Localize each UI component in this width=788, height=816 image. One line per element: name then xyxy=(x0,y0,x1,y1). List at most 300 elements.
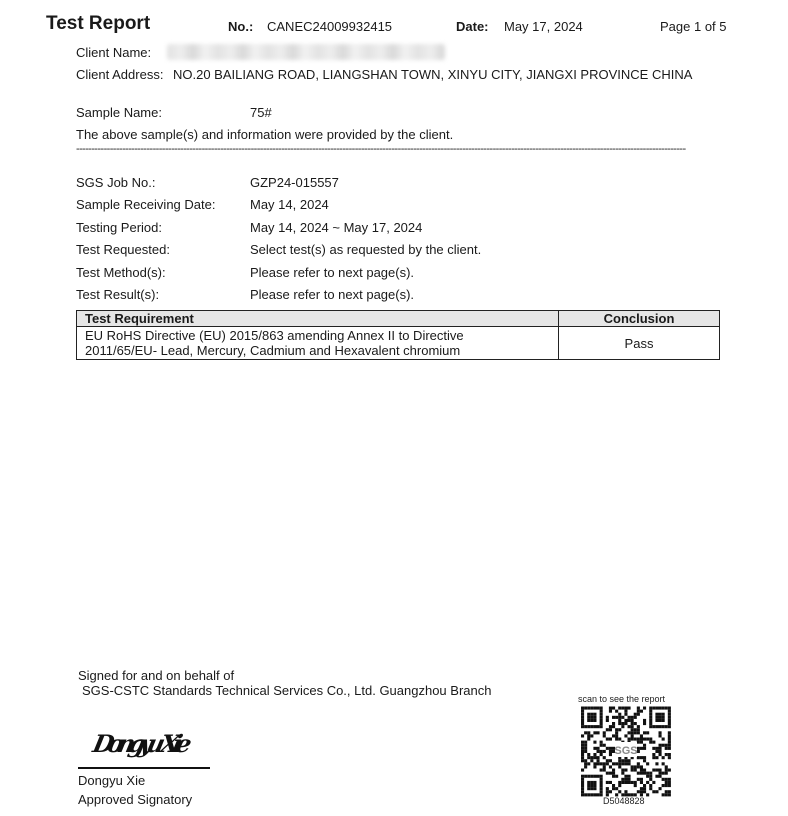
qr-module xyxy=(597,775,600,778)
qr-module xyxy=(624,722,627,725)
qr-module xyxy=(600,753,603,756)
qr-module xyxy=(631,725,634,728)
qr-module xyxy=(618,738,621,741)
qr-module xyxy=(624,781,627,784)
qr-module xyxy=(615,710,618,713)
qr-module xyxy=(652,747,655,750)
qr-module xyxy=(643,759,646,762)
qr-module xyxy=(646,793,649,796)
qr-module xyxy=(615,731,618,734)
qr-module xyxy=(662,725,665,728)
qr-module xyxy=(624,734,627,737)
qr-module xyxy=(646,738,649,741)
qr-module xyxy=(600,716,603,719)
client-address: NO.20 BAILIANG ROAD, LIANGSHAN TOWN, XINYU CITY, JIANGXI PROVINCE CHINA xyxy=(173,67,693,82)
qr-module xyxy=(643,738,646,741)
qr-module xyxy=(640,734,643,737)
qr-module xyxy=(581,790,584,793)
qr-module xyxy=(668,713,671,716)
qr-module xyxy=(609,707,612,710)
client-name-redacted xyxy=(167,44,445,60)
qr-module xyxy=(600,713,603,716)
qr-module xyxy=(612,716,615,719)
qr-module xyxy=(649,775,652,778)
qr-module xyxy=(659,719,662,722)
qr-module xyxy=(621,716,624,719)
requirement-line: 2011/65/EU- Lead, Mercury, Cadmium and Hexavalent chromium xyxy=(85,343,461,358)
qr-module xyxy=(590,716,593,719)
page-indicator: Page 1 of 5 xyxy=(660,19,727,34)
qr-module xyxy=(637,713,640,716)
qr-module xyxy=(603,769,606,772)
qr-module xyxy=(609,759,612,762)
qr-module xyxy=(655,775,658,778)
qr-module xyxy=(634,765,637,768)
qr-code-icon[interactable] xyxy=(580,706,672,796)
requirement-cell xyxy=(77,327,559,360)
qr-module xyxy=(649,719,652,722)
qr-module xyxy=(590,713,593,716)
qr-module xyxy=(631,731,634,734)
qr-module xyxy=(600,775,603,778)
qr-module xyxy=(609,790,612,793)
qr-module xyxy=(621,759,624,762)
qr-module xyxy=(643,744,646,747)
qr-module xyxy=(587,787,590,790)
qr-module xyxy=(646,772,649,775)
client-address-label: Client Address: xyxy=(76,67,164,82)
qr-module xyxy=(587,793,590,796)
qr-module xyxy=(618,784,621,787)
qr-module xyxy=(649,784,652,787)
qr-module xyxy=(621,772,624,775)
qr-module xyxy=(637,738,640,741)
qr-module xyxy=(593,762,596,765)
qr-module xyxy=(584,765,587,768)
qr-module xyxy=(668,722,671,725)
qr-module xyxy=(581,787,584,790)
qr-module xyxy=(643,790,646,793)
qr-module xyxy=(652,741,655,744)
qr-module xyxy=(652,756,655,759)
qr-module xyxy=(649,707,652,710)
qr-module xyxy=(637,710,640,713)
qr-module xyxy=(643,784,646,787)
qr-module xyxy=(593,731,596,734)
job-number-label: SGS Job No.: xyxy=(76,175,156,190)
qr-module xyxy=(597,725,600,728)
qr-module xyxy=(659,713,662,716)
qr-module xyxy=(581,747,584,750)
qr-module xyxy=(643,731,646,734)
qr-module xyxy=(600,710,603,713)
qr-module xyxy=(652,725,655,728)
qr-module xyxy=(593,781,596,784)
qr-module xyxy=(618,713,621,716)
qr-module xyxy=(640,778,643,781)
qr-module xyxy=(609,728,612,731)
qr-module xyxy=(668,753,671,756)
column-header-requirement: Test Requirement xyxy=(77,311,559,327)
qr-module xyxy=(624,762,627,765)
qr-module xyxy=(593,707,596,710)
qr-module xyxy=(637,790,640,793)
qr-module xyxy=(597,793,600,796)
test-method-label: Test Method(s): xyxy=(76,265,166,280)
qr-module xyxy=(652,707,655,710)
qr-module xyxy=(659,716,662,719)
qr-module xyxy=(618,781,621,784)
qr-module xyxy=(609,753,612,756)
qr-module xyxy=(606,759,609,762)
qr-module xyxy=(603,744,606,747)
qr-module xyxy=(668,741,671,744)
qr-module xyxy=(593,756,596,759)
date-label: Date: xyxy=(456,19,489,34)
qr-module xyxy=(631,765,634,768)
qr-module xyxy=(659,769,662,772)
qr-module xyxy=(603,731,606,734)
qr-module xyxy=(597,731,600,734)
qr-module xyxy=(590,781,593,784)
qr-module xyxy=(634,728,637,731)
qr-module xyxy=(652,769,655,772)
qr-module xyxy=(631,716,634,719)
testing-period-label: Testing Period: xyxy=(76,220,162,235)
qr-module xyxy=(609,750,612,753)
qr-module xyxy=(609,710,612,713)
qr-module xyxy=(634,722,637,725)
qr-module xyxy=(624,719,627,722)
qr-module xyxy=(646,781,649,784)
qr-module xyxy=(665,784,668,787)
qr-module xyxy=(662,778,665,781)
qr-module xyxy=(640,787,643,790)
qr-module xyxy=(652,790,655,793)
qr-module xyxy=(603,750,606,753)
qr-module xyxy=(593,793,596,796)
qr-module xyxy=(637,762,640,765)
qr-module xyxy=(612,772,615,775)
qr-module xyxy=(587,762,590,765)
qr-module xyxy=(659,775,662,778)
report-date: May 17, 2024 xyxy=(504,19,583,34)
qr-module xyxy=(662,744,665,747)
qr-module xyxy=(615,728,618,731)
qr-module xyxy=(655,713,658,716)
qr-module xyxy=(668,781,671,784)
qr-module xyxy=(655,790,658,793)
qr-module xyxy=(621,778,624,781)
qr-module xyxy=(593,713,596,716)
qr-module xyxy=(649,713,652,716)
qr-module xyxy=(659,725,662,728)
qr-module xyxy=(643,747,646,750)
qr-module xyxy=(637,741,640,744)
qr-module xyxy=(581,793,584,796)
qr-module xyxy=(668,710,671,713)
qr-module xyxy=(624,790,627,793)
qr-module xyxy=(668,719,671,722)
qr-module xyxy=(634,716,637,719)
qr-module xyxy=(659,731,662,734)
qr-module xyxy=(587,713,590,716)
qr-module xyxy=(655,719,658,722)
test-result-label: Test Result(s): xyxy=(76,287,160,302)
test-requested-label: Test Requested: xyxy=(76,242,170,257)
qr-module xyxy=(618,728,621,731)
sample-note: The above sample(s) and information were provided by the client. xyxy=(76,127,454,142)
qr-module xyxy=(624,707,627,710)
qr-module xyxy=(615,775,618,778)
qr-module xyxy=(652,781,655,784)
qr-module xyxy=(665,707,668,710)
client-name-label: Client Name: xyxy=(76,45,152,60)
qr-module xyxy=(659,772,662,775)
qr-module xyxy=(662,713,665,716)
qr-module xyxy=(662,716,665,719)
qr-module xyxy=(646,775,649,778)
table-row xyxy=(77,327,720,360)
qr-module xyxy=(618,722,621,725)
qr-module xyxy=(593,787,596,790)
qr-module xyxy=(662,738,665,741)
qr-module xyxy=(640,790,643,793)
qr-module xyxy=(587,781,590,784)
qr-module xyxy=(643,772,646,775)
qr-module xyxy=(668,744,671,747)
qr-module xyxy=(600,781,603,784)
qr-module xyxy=(631,722,634,725)
qr-module xyxy=(668,707,671,710)
qr-module xyxy=(606,762,609,765)
qr-module xyxy=(590,784,593,787)
qr-module xyxy=(649,722,652,725)
qr-module xyxy=(640,781,643,784)
qr-module xyxy=(587,756,590,759)
qr-module xyxy=(615,738,618,741)
qr-module xyxy=(668,738,671,741)
qr-module xyxy=(662,707,665,710)
qr-module xyxy=(621,769,624,772)
dashed-separator: ------------------------------------------------------------------------------------------------------------------------------------------------------------------------------------------------------- xyxy=(76,143,686,155)
qr-module xyxy=(634,769,637,772)
qr-module xyxy=(581,784,584,787)
qr-module xyxy=(659,753,662,756)
qr-module xyxy=(655,707,658,710)
qr-module xyxy=(597,750,600,753)
qr-module xyxy=(587,753,590,756)
qr-module xyxy=(600,741,603,744)
qr-module xyxy=(659,744,662,747)
qr-module xyxy=(600,762,603,765)
qr-module xyxy=(628,775,631,778)
qr-module xyxy=(593,725,596,728)
qr-module xyxy=(621,707,624,710)
qr-module xyxy=(590,725,593,728)
qr-module xyxy=(665,778,668,781)
qr-module xyxy=(600,744,603,747)
qr-module xyxy=(581,775,584,778)
qr-module xyxy=(593,747,596,750)
qr-module xyxy=(655,750,658,753)
qr-module xyxy=(615,734,618,737)
qr-caption: scan to see the report xyxy=(578,694,666,704)
qr-module xyxy=(662,719,665,722)
qr-module xyxy=(587,719,590,722)
qr-module xyxy=(609,781,612,784)
qr-module xyxy=(668,747,671,750)
qr-module xyxy=(609,772,612,775)
qr-module xyxy=(606,772,609,775)
qr-module xyxy=(668,790,671,793)
qr-module xyxy=(603,765,606,768)
qr-module xyxy=(609,747,612,750)
qr-module xyxy=(631,719,634,722)
qr-module xyxy=(637,772,640,775)
qr-module xyxy=(662,756,665,759)
qr-module xyxy=(649,741,652,744)
qr-module xyxy=(600,719,603,722)
qr-module xyxy=(640,765,643,768)
qr-module xyxy=(640,769,643,772)
testing-period: May 14, 2024 ~ May 17, 2024 xyxy=(250,220,423,235)
qr-module xyxy=(628,781,631,784)
qr-module xyxy=(624,713,627,716)
qr-module xyxy=(590,775,593,778)
qr-module xyxy=(612,784,615,787)
qr-module xyxy=(618,790,621,793)
qr-module xyxy=(606,747,609,750)
qr-module xyxy=(600,722,603,725)
qr-module xyxy=(603,734,606,737)
qr-module xyxy=(581,719,584,722)
qr-module xyxy=(649,710,652,713)
qr-module xyxy=(646,762,649,765)
qr-module xyxy=(615,762,618,765)
qr-module xyxy=(649,716,652,719)
qr-module xyxy=(593,719,596,722)
qr-module xyxy=(584,775,587,778)
qr-module xyxy=(643,787,646,790)
qr-module xyxy=(637,778,640,781)
receiving-date-label: Sample Receiving Date: xyxy=(76,197,216,212)
qr-module xyxy=(600,707,603,710)
qr-module xyxy=(665,765,668,768)
qr-module xyxy=(584,762,587,765)
qr-module xyxy=(637,725,640,728)
report-number: CANEC24009932415 xyxy=(267,19,393,34)
qr-module xyxy=(665,769,668,772)
qr-module xyxy=(581,725,584,728)
qr-module xyxy=(628,762,631,765)
qr-module xyxy=(603,762,606,765)
signed-for-text: Signed for and on behalf of xyxy=(78,668,235,683)
qr-module xyxy=(631,769,634,772)
qr-module xyxy=(606,728,609,731)
qr-module xyxy=(640,756,643,759)
qr-module xyxy=(581,759,584,762)
qr-module xyxy=(584,731,587,734)
qr-module xyxy=(587,734,590,737)
qr-module xyxy=(640,738,643,741)
qr-module xyxy=(606,738,609,741)
qr-module xyxy=(590,787,593,790)
qr-module xyxy=(587,716,590,719)
qr-module xyxy=(590,759,593,762)
qr-module xyxy=(609,738,612,741)
qr-module xyxy=(668,716,671,719)
qr-module xyxy=(628,707,631,710)
qr-module xyxy=(590,756,593,759)
receiving-date: May 14, 2024 xyxy=(250,197,329,212)
qr-module xyxy=(624,775,627,778)
qr-module xyxy=(665,790,668,793)
qr-module xyxy=(587,725,590,728)
qr-module xyxy=(655,762,658,765)
report-number-label: No.: xyxy=(228,19,254,34)
qr-module xyxy=(649,778,652,781)
qr-module xyxy=(581,750,584,753)
qr-module xyxy=(628,719,631,722)
qr-module xyxy=(597,707,600,710)
qr-module xyxy=(581,778,584,781)
qr-module xyxy=(618,716,621,719)
qr-module xyxy=(618,765,621,768)
qr-module xyxy=(628,725,631,728)
qr-module xyxy=(587,775,590,778)
qr-module xyxy=(590,719,593,722)
qr-module xyxy=(603,756,606,759)
qr-module xyxy=(584,741,587,744)
qr-module xyxy=(621,762,624,765)
qr-module xyxy=(649,725,652,728)
signature-line xyxy=(78,767,210,769)
handwritten-signature xyxy=(90,722,206,766)
qr-module xyxy=(665,744,668,747)
qr-module xyxy=(600,778,603,781)
qr-module xyxy=(600,725,603,728)
qr-module xyxy=(640,747,643,750)
qr-module xyxy=(618,707,621,710)
qr-module xyxy=(593,775,596,778)
qr-module xyxy=(615,716,618,719)
qr-module xyxy=(665,793,668,796)
qr-module xyxy=(593,716,596,719)
qr-module xyxy=(643,719,646,722)
qr-module xyxy=(597,762,600,765)
qr-module xyxy=(643,769,646,772)
qr-module xyxy=(606,716,609,719)
qr-module xyxy=(662,784,665,787)
qr-module xyxy=(581,756,584,759)
requirement-line: EU RoHS Directive (EU) 2015/863 amending Annex II to Directive xyxy=(85,328,464,343)
company-name: SGS-CSTC Standards Technical Services Co., Ltd. Guangzhou Branch xyxy=(82,683,492,698)
qr-module xyxy=(590,793,593,796)
qr-module xyxy=(640,741,643,744)
qr-module xyxy=(581,710,584,713)
qr-module xyxy=(649,787,652,790)
qr-module xyxy=(649,772,652,775)
qr-module xyxy=(584,793,587,796)
qr-module xyxy=(662,772,665,775)
qr-module xyxy=(668,756,671,759)
qr-module xyxy=(600,790,603,793)
qr-module xyxy=(655,747,658,750)
qr-module xyxy=(612,734,615,737)
qr-module xyxy=(652,753,655,756)
qr-module xyxy=(581,707,584,710)
